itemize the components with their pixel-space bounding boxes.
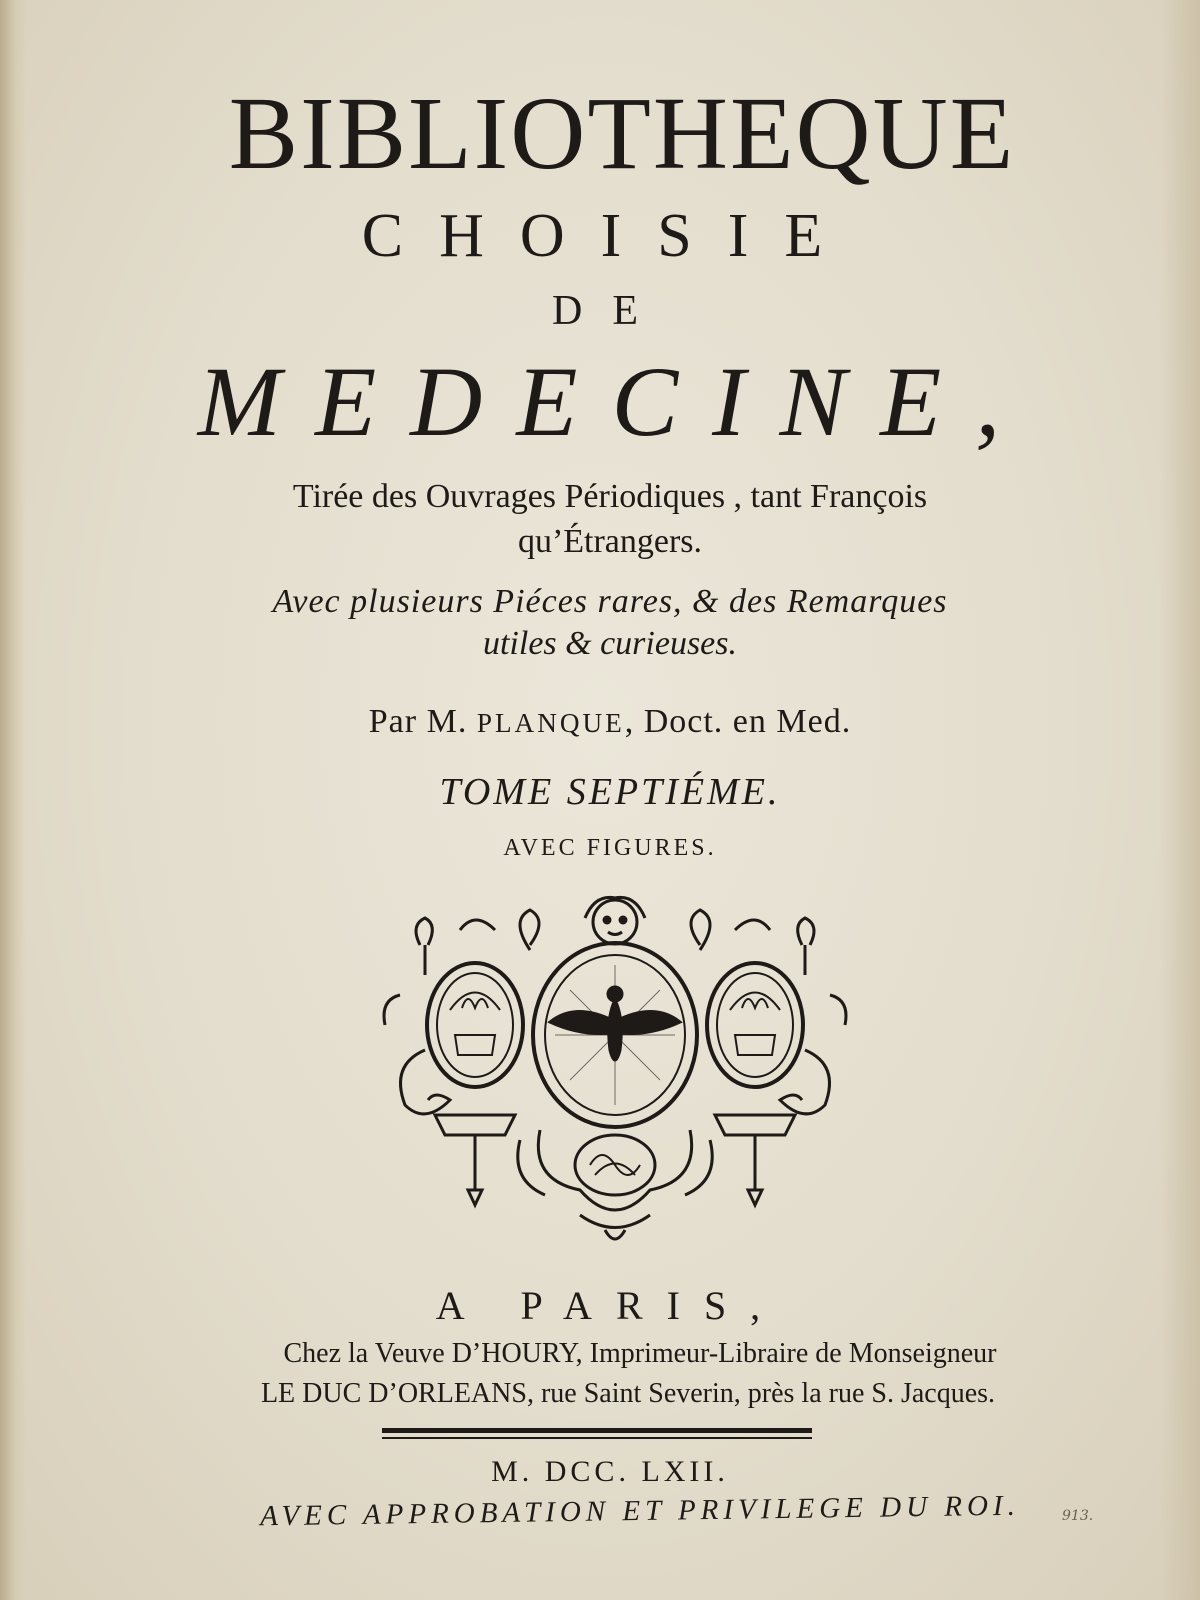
title-line-1: BIBLIOTHEQUE bbox=[228, 76, 1016, 191]
author-prefix: Par M. bbox=[368, 703, 468, 740]
figures-note: AVEC FIGURES. bbox=[503, 835, 717, 861]
subtitle-line-2: qu’Étrangers. bbox=[517, 523, 703, 560]
imprint-city: A PARIS, bbox=[435, 1283, 785, 1328]
author-line bbox=[10, 705, 1200, 739]
imprint-line-2: LE DUC D’ORLEANS, rue Saint Severin, près la rue S. Jacques. bbox=[260, 1378, 996, 1409]
title-line-2: CHOISIE bbox=[361, 202, 859, 270]
italic-line-2: utiles & curieuses. bbox=[482, 625, 738, 662]
imprint-line-1: Chez la Veuve D’HOURY, Imprimeur-Libraire de Monseigneur bbox=[283, 1338, 997, 1369]
double-rule-top bbox=[382, 1428, 812, 1433]
author-name: PLANQUE bbox=[476, 708, 625, 738]
volume-number: TOME SEPTIÉME. bbox=[439, 771, 781, 813]
printers-ornament-dove-icon bbox=[380, 890, 850, 1250]
title-line-4: MEDECINE, bbox=[197, 346, 1035, 457]
double-rule-bottom bbox=[382, 1437, 812, 1439]
subtitle-line-1: Tirée des Ouvrages Périodiques , tant François bbox=[292, 478, 928, 515]
italic-line-1: Avec plusieurs Piéces rares, & des Remarques bbox=[272, 583, 948, 620]
title-line-3: DE bbox=[552, 288, 668, 334]
publication-date: M. DCC. LXII. bbox=[491, 1455, 729, 1488]
author-suffix: , Doct. en Med. bbox=[624, 703, 852, 740]
handwritten-note: 913. bbox=[1062, 1508, 1094, 1524]
royal-privilege: AVEC APPROBATION ET PRIVILEGE DU ROI. bbox=[259, 1489, 1021, 1533]
